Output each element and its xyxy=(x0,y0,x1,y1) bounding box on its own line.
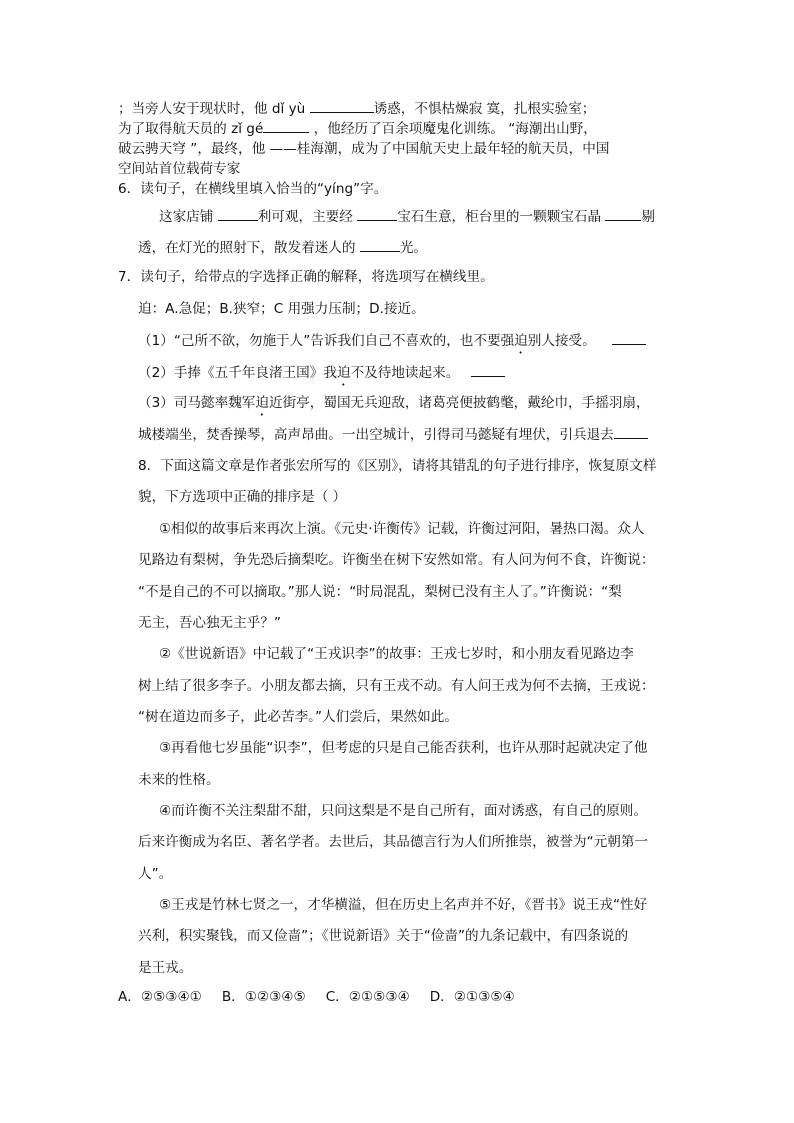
answer-blank[interactable] xyxy=(471,362,505,377)
pinyin-zige: zǐ gé xyxy=(231,121,264,137)
answer-blank[interactable] xyxy=(360,237,400,252)
question-8-stem-line-1: 8．下面这篇文章是作者张宏所写的《区别》，请将其错乱的句子进行排序，恢复原文样 xyxy=(138,458,657,474)
passage-p2-line: “树在道边而多子，此必苦李。”人们尝后，果然如此。 xyxy=(138,709,458,725)
passage-p3-line: 未来的性格。 xyxy=(138,772,220,788)
answer-blank[interactable] xyxy=(263,118,309,133)
intro-line-2 xyxy=(118,118,597,139)
q7-text: （3）司马懿率魏军 xyxy=(138,395,256,411)
q7-text: 不及待地读起来。 xyxy=(350,365,460,381)
answer-blank[interactable] xyxy=(310,98,374,113)
passage-p1-line: “不是自己的不可以摘取。”那人说：“时局混乱，梨树已没有主人了。”许衡说：“梨 xyxy=(138,584,622,600)
choice-b[interactable]: B．①②③④⑤ xyxy=(221,989,306,1005)
intro-text: ；当旁人安于现状时，他 xyxy=(118,101,272,117)
question-7-item-1 xyxy=(138,330,646,357)
dotted-char: 迫 xyxy=(514,333,528,349)
dotted-char: 迫 xyxy=(336,365,351,381)
passage-p1-line: ①相似的故事后来再次上演。《元史·许衡传》记载，许衡过河阳，暑热口渴。众人 xyxy=(159,521,645,537)
passage-p2-line: 树上结了很多李子。小朋友都去摘，只有王戎不动。有人问王戎为何不去摘，王戎说： xyxy=(138,678,655,694)
q6-text: 剔 xyxy=(641,209,656,225)
answer-blank[interactable] xyxy=(612,330,646,345)
question-8-choices xyxy=(118,987,515,1007)
passage-p1-line: 无主，吾心独无主乎？” xyxy=(138,615,281,631)
choice-d[interactable]: D．②①③⑤④ xyxy=(429,989,515,1005)
question-8-stem-line-2: 貌，下方选项中正确的排序是（ ） xyxy=(138,489,347,505)
intro-line-1 xyxy=(118,98,595,119)
intro-line-3: 破云骋天穹 ”，最终，他 ——桂海潮，成为了中国航天史上最年轻的航天员，中国 xyxy=(118,141,610,157)
answer-blank[interactable] xyxy=(605,206,641,221)
question-7-options: 迫：A.急促；B.狭窄；C 用强力压制；D.接近。 xyxy=(138,301,425,317)
passage-p5-line: 是王戎。 xyxy=(138,960,193,976)
choice-a[interactable]: A．②⑤③④① xyxy=(118,989,202,1005)
intro-line-4: 空间站首位载荷专家 xyxy=(118,161,241,177)
question-7-item-2 xyxy=(138,362,505,389)
q6-text: 利可观，主要经 xyxy=(257,209,358,225)
intro-text: 为了取得航天员的 xyxy=(118,121,232,137)
question-6-sentence-line-1 xyxy=(159,206,655,227)
question-7-stem: 7．读句子，给带点的字选择正确的解释，将选项写在横线里。 xyxy=(118,269,494,285)
passage-p1-line: 见路边有梨树，争先恐后摘梨吃。许衡坐在树下安然如常。有人问为何不食，许衡说： xyxy=(138,552,655,568)
choice-c[interactable]: C．②①⑤③④ xyxy=(325,989,410,1005)
q7-text: 近街亭，蜀国无兵迎敌，诸葛亮便披鹤氅，戴纶巾，手摇羽扇， xyxy=(269,395,650,411)
passage-p2-line: ②《世说新语》中记载了“王戎识李”的故事：王戎七岁时，和小朋友看见路边李 xyxy=(159,646,634,662)
passage-p5-line: 兴利，积实聚钱，而又俭啬”；《世说新语》关于“俭啬”的九条记载中，有四条说的 xyxy=(138,928,629,944)
q6-text: 透，在灯光的照射下，散发着迷人的 xyxy=(138,240,360,256)
question-7-item-3-cont xyxy=(138,424,648,445)
q7-text: 别人接受。 xyxy=(527,333,596,349)
pinyin-diyu: dǐ yù xyxy=(271,101,310,117)
passage-p3-line: ③再看他七岁虽能“识李”，但考虑的只是自己能否获利，也许从那时起就决定了他 xyxy=(159,740,648,756)
passage-p4-line: 人”。 xyxy=(138,866,173,882)
question-6-sentence-line-2 xyxy=(138,237,427,258)
q7-text: （2）手捧《五千年良渚王国》我 xyxy=(138,365,337,381)
passage-p5-line: ⑤王戎是竹林七贤之一，才华横溢，但在历史上名声并不好，《晋书》说王戎“性好 xyxy=(159,897,648,913)
answer-blank[interactable] xyxy=(614,424,648,439)
passage-p4-line: 后来许衡成为名臣、著名学者。去世后，其品德言行为人们所推崇，被誉为“元朝第一 xyxy=(138,834,649,850)
dotted-char: 迫 xyxy=(255,395,269,411)
q6-text: 光。 xyxy=(399,240,428,256)
q6-text: 宝石生意，柜台里的一颗颗宝石晶 xyxy=(397,209,606,225)
q7-text: 城楼端坐，焚香操琴，高声昂曲。一出空城计，引得司马懿疑有埋伏，引兵退去 xyxy=(138,427,614,443)
intro-text: 诱惑，不惧枯燥寂 寞，扎根实验室； xyxy=(373,101,596,117)
intro-text: ，他经历了百余项魔鬼化训练。 “海潮出山野， xyxy=(309,121,597,137)
answer-blank[interactable] xyxy=(357,206,397,221)
q7-text: （1）“己所不欲，勿施于人”告诉我们自己不喜欢的，也不要强 xyxy=(138,333,515,349)
passage-p4-line: ④而许衡不关注梨甜不甜，只问这梨是不是自己所有，面对诱惑，有自己的原则。 xyxy=(159,803,647,819)
q6-text: 这家店铺 xyxy=(159,209,218,225)
question-7-item-3 xyxy=(138,393,650,419)
question-6-stem: 6．读句子，在横线里填入恰当的“yíng”字。 xyxy=(118,181,388,197)
answer-blank[interactable] xyxy=(218,206,258,221)
